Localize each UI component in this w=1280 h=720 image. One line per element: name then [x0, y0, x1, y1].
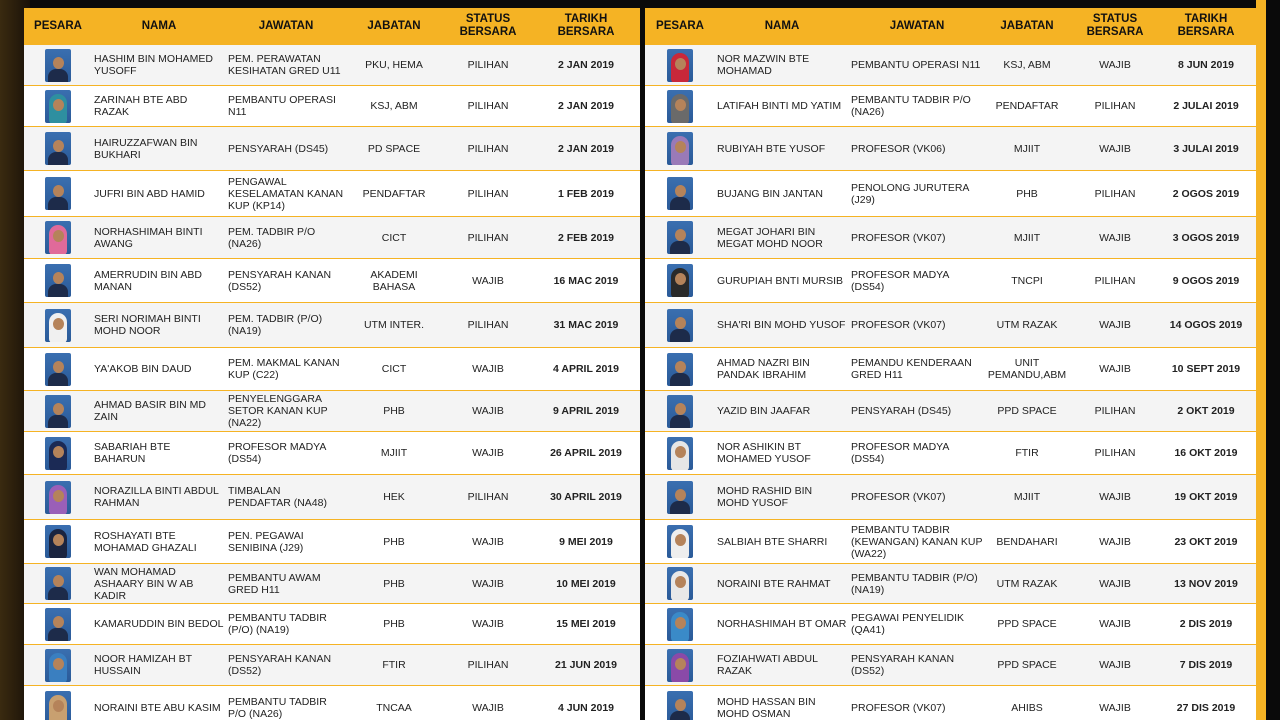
avatar: [45, 525, 71, 558]
department-cell: UTM INTER.: [363, 319, 425, 331]
name-cell: SERI NORIMAH BINTI MOHD NOOR: [94, 313, 201, 337]
photo-cell: [645, 353, 715, 386]
name-cell: RUBIYAH BTE YUSOF: [717, 142, 826, 155]
position-cell: PEMBANTU TADBIR (P/O) (NA19): [228, 612, 327, 636]
table-row: [24, 474, 640, 519]
status-cell: PILIHAN: [1094, 447, 1136, 459]
name-cell: JUFRI BIN ABD HAMID: [94, 187, 205, 200]
department-cell: MJIIT: [380, 447, 408, 459]
table-row: [645, 347, 1265, 390]
date-cell: 7 DIS 2019: [1179, 659, 1233, 671]
table-row: [24, 603, 640, 644]
name-cell: MOHD RASHID BIN MOHD YUSOF: [717, 485, 813, 509]
department-cell: FTIR: [1015, 447, 1039, 459]
name-cell: NORAINI BTE ABU KASIM: [94, 701, 221, 714]
status-cell: WAJIB: [472, 535, 504, 548]
department-cell: TNCAA: [376, 701, 412, 714]
photo-cell: [645, 608, 715, 641]
date-cell: 4 JUN 2019: [557, 701, 615, 714]
status-cell: WAJIB: [472, 405, 504, 417]
date-cell: 2 DIS 2019: [1179, 618, 1233, 630]
position-cell: PENSYARAH KANAN (DS52): [228, 268, 332, 293]
photo-cell: [24, 395, 92, 428]
date-cell: 9 OGOS 2019: [1172, 274, 1240, 287]
header-nama: NAMA: [141, 19, 177, 32]
table-header: [24, 8, 640, 44]
header-jawatan: JAWATAN: [889, 19, 945, 32]
table-row: [645, 431, 1265, 474]
table-row: [645, 85, 1265, 126]
date-cell: 2 JAN 2019: [557, 142, 615, 155]
table-row: [645, 126, 1265, 170]
header-status: STATUS BERSARA: [1086, 13, 1144, 38]
photo-cell: [24, 691, 92, 720]
retiree-table-left: [24, 8, 640, 720]
photo-cell: [645, 49, 715, 82]
department-cell: AKADEMI BAHASA: [370, 268, 418, 293]
table-row: [645, 474, 1265, 519]
header-status: STATUS BERSARA: [459, 13, 517, 38]
header-nama: NAMA: [764, 19, 800, 32]
header-pesara: PESARA: [34, 19, 82, 32]
header-jawatan: JAWATAN: [258, 19, 314, 32]
date-cell: 23 OKT 2019: [1174, 535, 1238, 548]
photo-cell: [24, 132, 92, 165]
position-cell: PENYELENGGARA SETOR KANAN KUP (NA22): [228, 393, 328, 429]
header-tarikh: TARIKH BERSARA: [557, 13, 615, 38]
table-row: [645, 258, 1265, 302]
department-cell: PENDAFTAR: [362, 187, 426, 200]
status-cell: PILIHAN: [467, 491, 509, 503]
department-cell: UNIT PEMANDU,ABM: [987, 357, 1067, 381]
avatar: [45, 691, 71, 720]
department-cell: MJIIT: [1013, 491, 1041, 503]
date-cell: 10 SEPT 2019: [1171, 363, 1241, 375]
avatar: [667, 264, 693, 297]
avatar: [667, 691, 693, 720]
table-row: [645, 644, 1265, 685]
name-cell: SHA'RI BIN MOHD YUSOF: [717, 319, 846, 331]
table-row: [24, 390, 640, 431]
position-cell: PEMBANTU OPERASI N11: [228, 94, 336, 118]
position-cell: PROFESOR (VK07): [851, 319, 946, 331]
photo-cell: [645, 90, 715, 123]
name-cell: NORAINI BTE RAHMAT: [717, 577, 831, 590]
status-cell: WAJIB: [1099, 142, 1131, 155]
right-accent-bar: [1256, 0, 1266, 720]
avatar: [667, 90, 693, 123]
avatar: [667, 353, 693, 386]
table-row: [645, 563, 1265, 603]
status-cell: WAJIB: [1099, 701, 1131, 714]
name-cell: SABARIAH BTE BAHARUN: [94, 441, 171, 465]
photo-cell: [645, 649, 715, 682]
department-cell: KSJ, ABM: [370, 100, 418, 112]
department-cell: MJIIT: [1013, 142, 1041, 155]
photo-cell: [645, 395, 715, 428]
status-cell: WAJIB: [1099, 363, 1131, 375]
avatar: [667, 481, 693, 514]
photo-cell: [24, 649, 92, 682]
position-cell: PROFESOR (VK07): [851, 491, 946, 503]
date-cell: 2 OGOS 2019: [1172, 187, 1240, 200]
department-cell: PHB: [383, 618, 405, 630]
avatar: [667, 649, 693, 682]
position-cell: PROFESOR (VK07): [851, 701, 946, 714]
status-cell: PILIHAN: [467, 59, 509, 71]
table-row: [24, 85, 640, 126]
name-cell: NORAZILLA BINTI ABDUL RAHMAN: [94, 485, 219, 509]
name-cell: WAN MOHAMAD ASHAARY BIN W AB KADIR: [94, 565, 194, 602]
table-header: [645, 8, 1265, 44]
department-cell: PENDAFTAR: [995, 100, 1059, 112]
date-cell: 9 MEI 2019: [559, 535, 613, 548]
table-row: [645, 216, 1265, 258]
position-cell: PENSYARAH (DS45): [228, 142, 329, 155]
photo-cell: [24, 49, 92, 82]
photo-cell: [645, 525, 715, 558]
department-cell: PHB: [383, 577, 405, 590]
header-tarikh: TARIKH BERSARA: [1177, 13, 1235, 38]
photo-cell: [24, 525, 92, 558]
photo-cell: [24, 264, 92, 297]
position-cell: PEMBANTU TADBIR (P/O) (NA19): [851, 571, 978, 596]
department-cell: HEK: [383, 491, 405, 503]
photo-cell: [645, 437, 715, 470]
photo-cell: [24, 90, 92, 123]
retiree-table-right: [645, 8, 1265, 720]
position-cell: PEMBANTU AWAM GRED H11: [228, 571, 321, 596]
photo-cell: [24, 177, 92, 210]
position-cell: PEN. PEGAWAI SENIBINA (J29): [228, 529, 304, 554]
status-cell: WAJIB: [1099, 319, 1131, 331]
table-row: [645, 44, 1265, 85]
table-row: [645, 519, 1265, 563]
name-cell: LATIFAH BINTI MD YATIM: [717, 100, 842, 112]
table-row: [645, 603, 1265, 644]
avatar: [45, 608, 71, 641]
status-cell: PILIHAN: [1094, 405, 1136, 417]
position-cell: PROFESOR (VK06): [851, 142, 946, 155]
table-row: [645, 390, 1265, 431]
position-cell: PEMBANTU TADBIR P/O (NA26): [228, 695, 327, 720]
photo-cell: [645, 177, 715, 210]
department-cell: PPD SPACE: [997, 618, 1057, 630]
position-cell: PROFESOR MADYA (DS54): [851, 268, 949, 293]
photo-cell: [24, 309, 92, 342]
date-cell: 31 MAC 2019: [553, 319, 619, 331]
status-cell: PILIHAN: [1094, 274, 1136, 287]
department-cell: CICT: [381, 363, 407, 375]
table-row: [24, 216, 640, 258]
table-body: [645, 44, 1265, 720]
avatar: [667, 395, 693, 428]
table-row: [24, 347, 640, 390]
status-cell: WAJIB: [472, 363, 504, 375]
date-cell: 30 APRIL 2019: [550, 491, 622, 503]
position-cell: PEM. TADBIR P/O (NA26): [228, 225, 316, 250]
avatar: [45, 353, 71, 386]
date-cell: 16 MAC 2019: [553, 274, 619, 287]
name-cell: NOOR HAMIZAH BT HUSSAIN: [94, 653, 192, 677]
date-cell: 26 APRIL 2019: [550, 447, 622, 459]
photo-cell: [24, 567, 92, 600]
position-cell: PEGAWAI PENYELIDIK (QA41): [851, 612, 965, 636]
date-cell: 2 JULAI 2019: [1173, 100, 1239, 112]
department-cell: TNCPI: [1011, 274, 1043, 287]
date-cell: 1 FEB 2019: [557, 187, 615, 200]
date-cell: 2 JAN 2019: [557, 100, 615, 112]
date-cell: 2 JAN 2019: [557, 59, 615, 71]
name-cell: YAZID BIN JAAFAR: [717, 405, 811, 417]
status-cell: PILIHAN: [467, 231, 509, 244]
name-cell: SALBIAH BTE SHARRI: [717, 535, 828, 548]
department-cell: PHB: [383, 535, 405, 548]
name-cell: AMERRUDIN BIN ABD MANAN: [94, 268, 202, 293]
position-cell: PROFESOR MADYA (DS54): [851, 441, 949, 465]
status-cell: PILIHAN: [467, 142, 509, 155]
position-cell: PENSYARAH KANAN (DS52): [851, 653, 955, 677]
status-cell: WAJIB: [1099, 535, 1131, 548]
avatar: [45, 90, 71, 123]
date-cell: 21 JUN 2019: [555, 659, 617, 671]
department-cell: PPD SPACE: [997, 405, 1057, 417]
avatar: [45, 481, 71, 514]
position-cell: PEM. PERAWATAN KESIHATAN GRED U11: [228, 53, 341, 77]
position-cell: PENSYARAH KANAN (DS52): [228, 653, 332, 677]
table-row: [645, 302, 1265, 347]
status-cell: PILIHAN: [467, 187, 509, 200]
department-cell: UTM RAZAK: [996, 319, 1058, 331]
status-cell: WAJIB: [1099, 59, 1131, 71]
avatar: [45, 221, 71, 254]
name-cell: NORHASHIMAH BINTI AWANG: [94, 225, 203, 250]
position-cell: PEMANDU KENDERAAN GRED H11: [851, 357, 972, 381]
name-cell: KAMARUDDIN BIN BEDOL: [94, 618, 224, 630]
department-cell: KSJ, ABM: [1003, 59, 1051, 71]
name-cell: NORHASHIMAH BT OMAR: [717, 618, 847, 630]
department-cell: BENDAHARI: [996, 535, 1058, 548]
avatar: [667, 525, 693, 558]
table-row: [24, 170, 640, 216]
avatar: [667, 177, 693, 210]
status-cell: WAJIB: [1099, 491, 1131, 503]
table-row: [24, 431, 640, 474]
header-jabatan: JABATAN: [367, 19, 421, 32]
photo-cell: [24, 437, 92, 470]
department-cell: AHIBS: [1011, 701, 1043, 714]
table-row: [24, 258, 640, 302]
table-body: [24, 44, 640, 720]
avatar: [667, 309, 693, 342]
table-row: [645, 170, 1265, 216]
date-cell: 15 MEI 2019: [556, 618, 616, 630]
date-cell: 27 DIS 2019: [1176, 701, 1236, 714]
name-cell: AHMAD BASIR BIN MD ZAIN: [94, 399, 207, 423]
photo-cell: [645, 309, 715, 342]
date-cell: 10 MEI 2019: [556, 577, 616, 590]
photo-cell: [24, 221, 92, 254]
status-cell: PILIHAN: [1094, 100, 1136, 112]
name-cell: YA'AKOB BIN DAUD: [94, 363, 192, 375]
avatar: [45, 264, 71, 297]
avatar: [667, 221, 693, 254]
photo-cell: [24, 353, 92, 386]
photo-cell: [24, 481, 92, 514]
date-cell: 16 OKT 2019: [1174, 447, 1238, 459]
photo-cell: [645, 132, 715, 165]
avatar: [45, 395, 71, 428]
status-cell: PILIHAN: [467, 100, 509, 112]
name-cell: BUJANG BIN JANTAN: [717, 187, 823, 200]
department-cell: PPD SPACE: [997, 659, 1057, 671]
department-cell: CICT: [381, 231, 407, 244]
date-cell: 4 APRIL 2019: [553, 363, 619, 375]
status-cell: PILIHAN: [1094, 187, 1136, 200]
date-cell: 3 JULAI 2019: [1173, 142, 1239, 155]
avatar: [45, 49, 71, 82]
avatar: [45, 309, 71, 342]
position-cell: PENSYARAH (DS45): [851, 405, 952, 417]
table-row: [24, 302, 640, 347]
position-cell: PEM. MAKMAL KANAN KUP (C22): [228, 357, 340, 381]
position-cell: PEMBANTU TADBIR (KEWANGAN) KANAN KUP (WA22): [851, 523, 983, 560]
name-cell: NOR MAZWIN BTE MOHAMAD: [717, 53, 810, 77]
department-cell: PHB: [383, 405, 405, 417]
position-cell: PEMBANTU OPERASI N11: [851, 59, 981, 71]
date-cell: 3 OGOS 2019: [1172, 231, 1240, 244]
avatar: [667, 437, 693, 470]
date-cell: 19 OKT 2019: [1174, 491, 1238, 503]
department-cell: PKU, HEMA: [365, 59, 423, 71]
name-cell: MOHD HASSAN BIN MOHD OSMAN: [717, 695, 816, 720]
status-cell: WAJIB: [1099, 659, 1131, 671]
avatar: [667, 608, 693, 641]
department-cell: UTM RAZAK: [996, 577, 1058, 590]
table-row: [645, 685, 1265, 720]
header-jabatan: JABATAN: [1000, 19, 1054, 32]
avatar: [667, 132, 693, 165]
avatar: [667, 567, 693, 600]
photo-cell: [645, 481, 715, 514]
name-cell: FOZIAHWATI ABDUL RAZAK: [717, 653, 818, 677]
position-cell: PENGAWAL KESELAMATAN KANAN KUP (KP14): [228, 175, 344, 212]
photo-cell: [645, 691, 715, 720]
department-cell: MJIIT: [1013, 231, 1041, 244]
avatar: [45, 567, 71, 600]
status-cell: WAJIB: [472, 447, 504, 459]
position-cell: PROFESOR MADYA (DS54): [228, 441, 326, 465]
photo-cell: [645, 567, 715, 600]
status-cell: WAJIB: [1099, 231, 1131, 244]
position-cell: TIMBALAN PENDAFTAR (NA48): [228, 485, 327, 509]
table-row: [24, 563, 640, 603]
status-cell: PILIHAN: [467, 319, 509, 331]
date-cell: 13 NOV 2019: [1174, 577, 1238, 590]
position-cell: PEMBANTU TADBIR P/O (NA26): [851, 94, 971, 118]
avatar: [45, 437, 71, 470]
photo-cell: [645, 264, 715, 297]
department-cell: PHB: [1016, 187, 1038, 200]
department-cell: FTIR: [382, 659, 406, 671]
table-row: [24, 644, 640, 685]
table-row: [24, 44, 640, 85]
date-cell: 9 APRIL 2019: [553, 405, 619, 417]
date-cell: 8 JUN 2019: [1177, 59, 1235, 71]
status-cell: PILIHAN: [467, 659, 509, 671]
table-row: [24, 519, 640, 563]
header-pesara: PESARA: [656, 19, 704, 32]
status-cell: WAJIB: [1099, 577, 1131, 590]
avatar: [45, 649, 71, 682]
name-cell: ROSHAYATI BTE MOHAMAD GHAZALI: [94, 529, 197, 554]
table-row: [24, 685, 640, 720]
name-cell: HASHIM BIN MOHAMED YUSOFF: [94, 53, 214, 77]
name-cell: AHMAD NAZRI BIN PANDAK IBRAHIM: [717, 357, 810, 381]
date-cell: 14 OGOS 2019: [1169, 319, 1243, 331]
name-cell: GURUPIAH BNTI MURSIB: [717, 274, 844, 287]
name-cell: HAIRUZZAFWAN BIN BUKHARI: [94, 136, 198, 161]
table-row: [24, 126, 640, 170]
position-cell: PENOLONG JURUTERA (J29): [851, 181, 969, 206]
avatar: [45, 177, 71, 210]
date-cell: 2 OKT 2019: [1177, 405, 1235, 417]
position-cell: PROFESOR (VK07): [851, 231, 946, 244]
avatar: [45, 132, 71, 165]
department-cell: PD SPACE: [367, 142, 421, 155]
name-cell: NOR ASHIKIN BT MOHAMED YUSOF: [717, 441, 811, 465]
name-cell: MEGAT JOHARI BIN MEGAT MOHD NOOR: [717, 225, 823, 250]
name-cell: ZARINAH BTE ABD RAZAK: [94, 94, 188, 118]
avatar: [667, 49, 693, 82]
status-cell: WAJIB: [472, 618, 504, 630]
photo-cell: [24, 608, 92, 641]
photo-cell: [645, 221, 715, 254]
status-cell: WAJIB: [1099, 618, 1131, 630]
status-cell: WAJIB: [472, 701, 504, 714]
status-cell: WAJIB: [472, 274, 504, 287]
status-cell: WAJIB: [472, 577, 504, 590]
position-cell: PEM. TADBIR (P/O) (NA19): [228, 313, 323, 337]
date-cell: 2 FEB 2019: [557, 231, 615, 244]
